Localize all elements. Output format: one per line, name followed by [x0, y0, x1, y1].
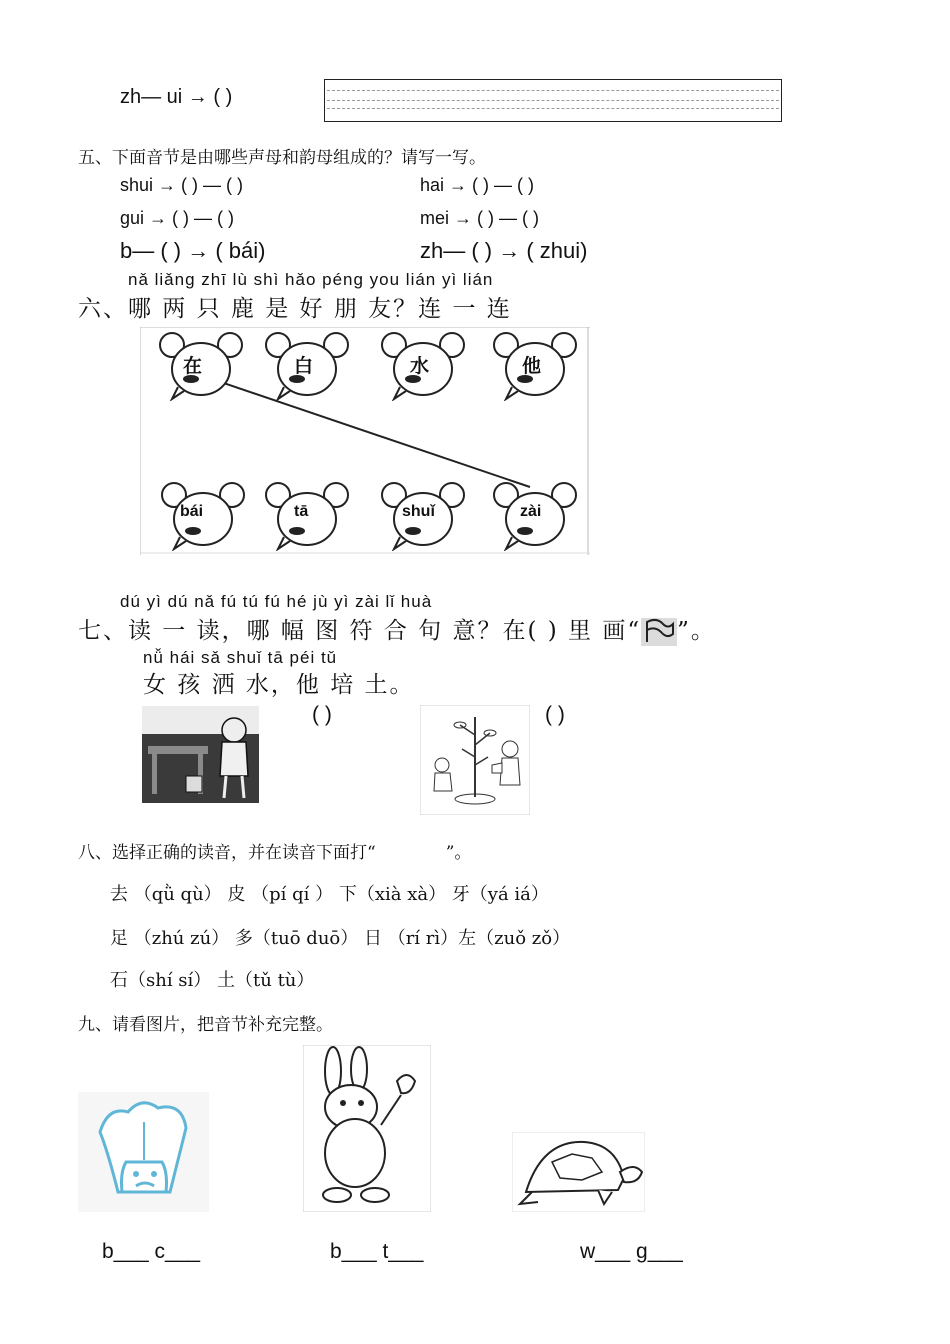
q5-row2-left: gui → ( ) — ( ): [120, 208, 235, 228]
deer-head-top-2[interactable]: [264, 329, 350, 405]
deer-head-bottom-2[interactable]: [264, 479, 350, 555]
cabbage-image: [78, 1092, 209, 1212]
deer-matching-panel: [140, 327, 590, 555]
q5-row3-left: b— ( ) → ( bái): [120, 238, 266, 263]
deer-head-top-4[interactable]: [492, 329, 578, 405]
deer-head-bottom-3[interactable]: [380, 479, 466, 555]
q5-row3-right: zh— ( ) → ( zhui): [420, 238, 588, 263]
deer-bottom-label-2: tā: [294, 503, 309, 520]
deer-top-label-2: 白: [294, 355, 314, 377]
q5-row1-left: shui → ( ) — ( ): [120, 175, 244, 195]
q7-sentence: 女 孩 洒 水，他 培 土。: [143, 672, 415, 698]
q9-fill-1[interactable]: b___ c___: [102, 1240, 201, 1263]
deer-top-label-4: 他: [522, 355, 542, 377]
deer-bottom-label-4: zài: [520, 503, 542, 520]
deer-bottom-label-3: shuǐ: [402, 503, 435, 520]
q7-title-text: 七、读 一 读，哪 幅 图 符 合 句 意？在( ) 里 画“: [78, 618, 642, 644]
deer-head-bottom-1[interactable]: [160, 479, 246, 555]
girl-watering-image: [142, 706, 259, 803]
q5-title: 五、下面音节是由哪些声母和韵母组成的？请写一写。: [78, 148, 486, 168]
answer-paren-1[interactable]: ( ): [312, 703, 332, 726]
turtle-image: [512, 1132, 645, 1212]
deer-head-top-3[interactable]: [380, 329, 466, 405]
q5-row2-right: mei → ( ) — ( ): [420, 208, 539, 228]
planting-tree-image: [420, 705, 530, 815]
q7-title: [78, 612, 716, 646]
q9-fill-2[interactable]: b___ t___: [330, 1240, 424, 1263]
deer-bottom-label-1: bái: [180, 503, 204, 520]
deer-top-label-3: 水: [410, 355, 430, 377]
answer-connect-line: [200, 375, 530, 487]
q8-row1[interactable]: 去 （qǜ qù） 皮 （pí qí ） 下（xià xà） 牙（yá iá）: [110, 884, 549, 905]
deer-head-bottom-4[interactable]: [492, 479, 578, 555]
rabbit-image: [303, 1045, 431, 1212]
q7-title-end: ”。: [677, 618, 716, 644]
q9-title: 九、请看图片，把音节补充完整。: [78, 1015, 333, 1035]
q4-syllable: zh— ui → ( ): [120, 86, 233, 108]
q6-title: 六、哪 两 只 鹿 是 好 朋 友？连 一 连: [78, 296, 512, 322]
q8-title: 八、选择正确的读音，并在读音下面打“: [78, 843, 376, 863]
deer-top-label-1: 在: [183, 355, 203, 377]
q6-pinyin: nǎ liǎng zhī lù shì hǎo péng you lián yì lián: [128, 270, 494, 289]
deer-head-top-1[interactable]: [158, 329, 244, 405]
flag-icon: [641, 618, 677, 646]
q9-fill-3[interactable]: w___ g___: [580, 1240, 683, 1263]
q7-sentence-pinyin: nǚ hái sǎ shuǐ tā péi tǔ: [143, 648, 338, 667]
q7-pinyin: dú yì dú nǎ fú tú fú hé jù yì zài lǐ huà: [120, 592, 433, 611]
q8-row3[interactable]: 石（shí sí） 土（tǔ tù）: [110, 970, 315, 991]
q8-row2[interactable]: 足 （zhú zú） 多（tuō duō） 日 （rí rì）左（zuǒ zǒ）: [110, 928, 571, 949]
q5-row1-right: hai → ( ) — ( ): [420, 175, 535, 195]
answer-paren-2[interactable]: ( ): [545, 703, 565, 726]
pinyin-writing-box[interactable]: [324, 79, 782, 122]
q8-title-end: ”。: [445, 843, 472, 863]
